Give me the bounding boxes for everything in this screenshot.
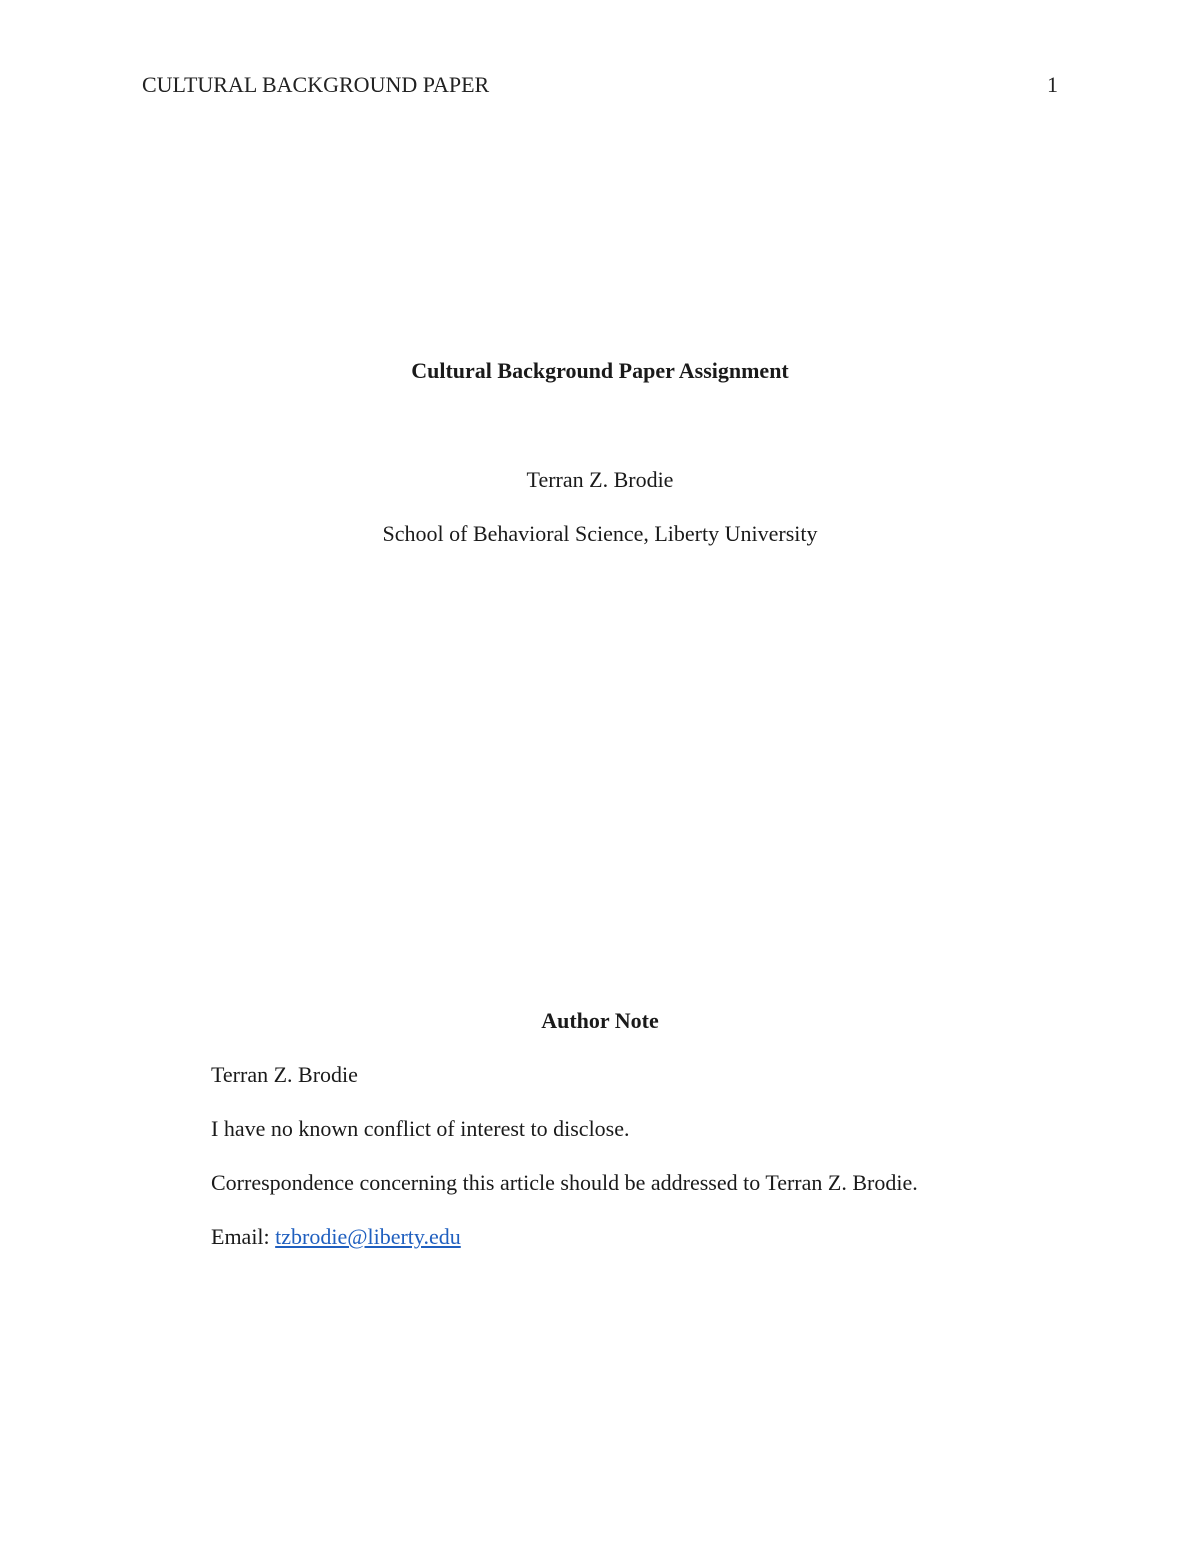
- paper-title: Cultural Background Paper Assignment: [411, 358, 789, 383]
- running-head: CULTURAL BACKGROUND PAPER: [142, 72, 490, 97]
- conflict-statement: I have no known conflict of interest to disclose.: [211, 1116, 630, 1141]
- author-note-heading: Author Note: [541, 1008, 659, 1033]
- email-label: Email:: [211, 1224, 276, 1249]
- page-number: 1: [1047, 72, 1058, 97]
- correspondence-statement: Correspondence concerning this article should be addressed to Terran Z. Brodie.: [211, 1170, 918, 1195]
- email-link[interactable]: tzbrodie@liberty.edu: [275, 1224, 461, 1249]
- email-line: [211, 1224, 461, 1250]
- author-affiliation: School of Behavioral Science, Liberty University: [382, 521, 818, 546]
- author-note-name: Terran Z. Brodie: [211, 1062, 358, 1087]
- author-name: Terran Z. Brodie: [526, 467, 674, 492]
